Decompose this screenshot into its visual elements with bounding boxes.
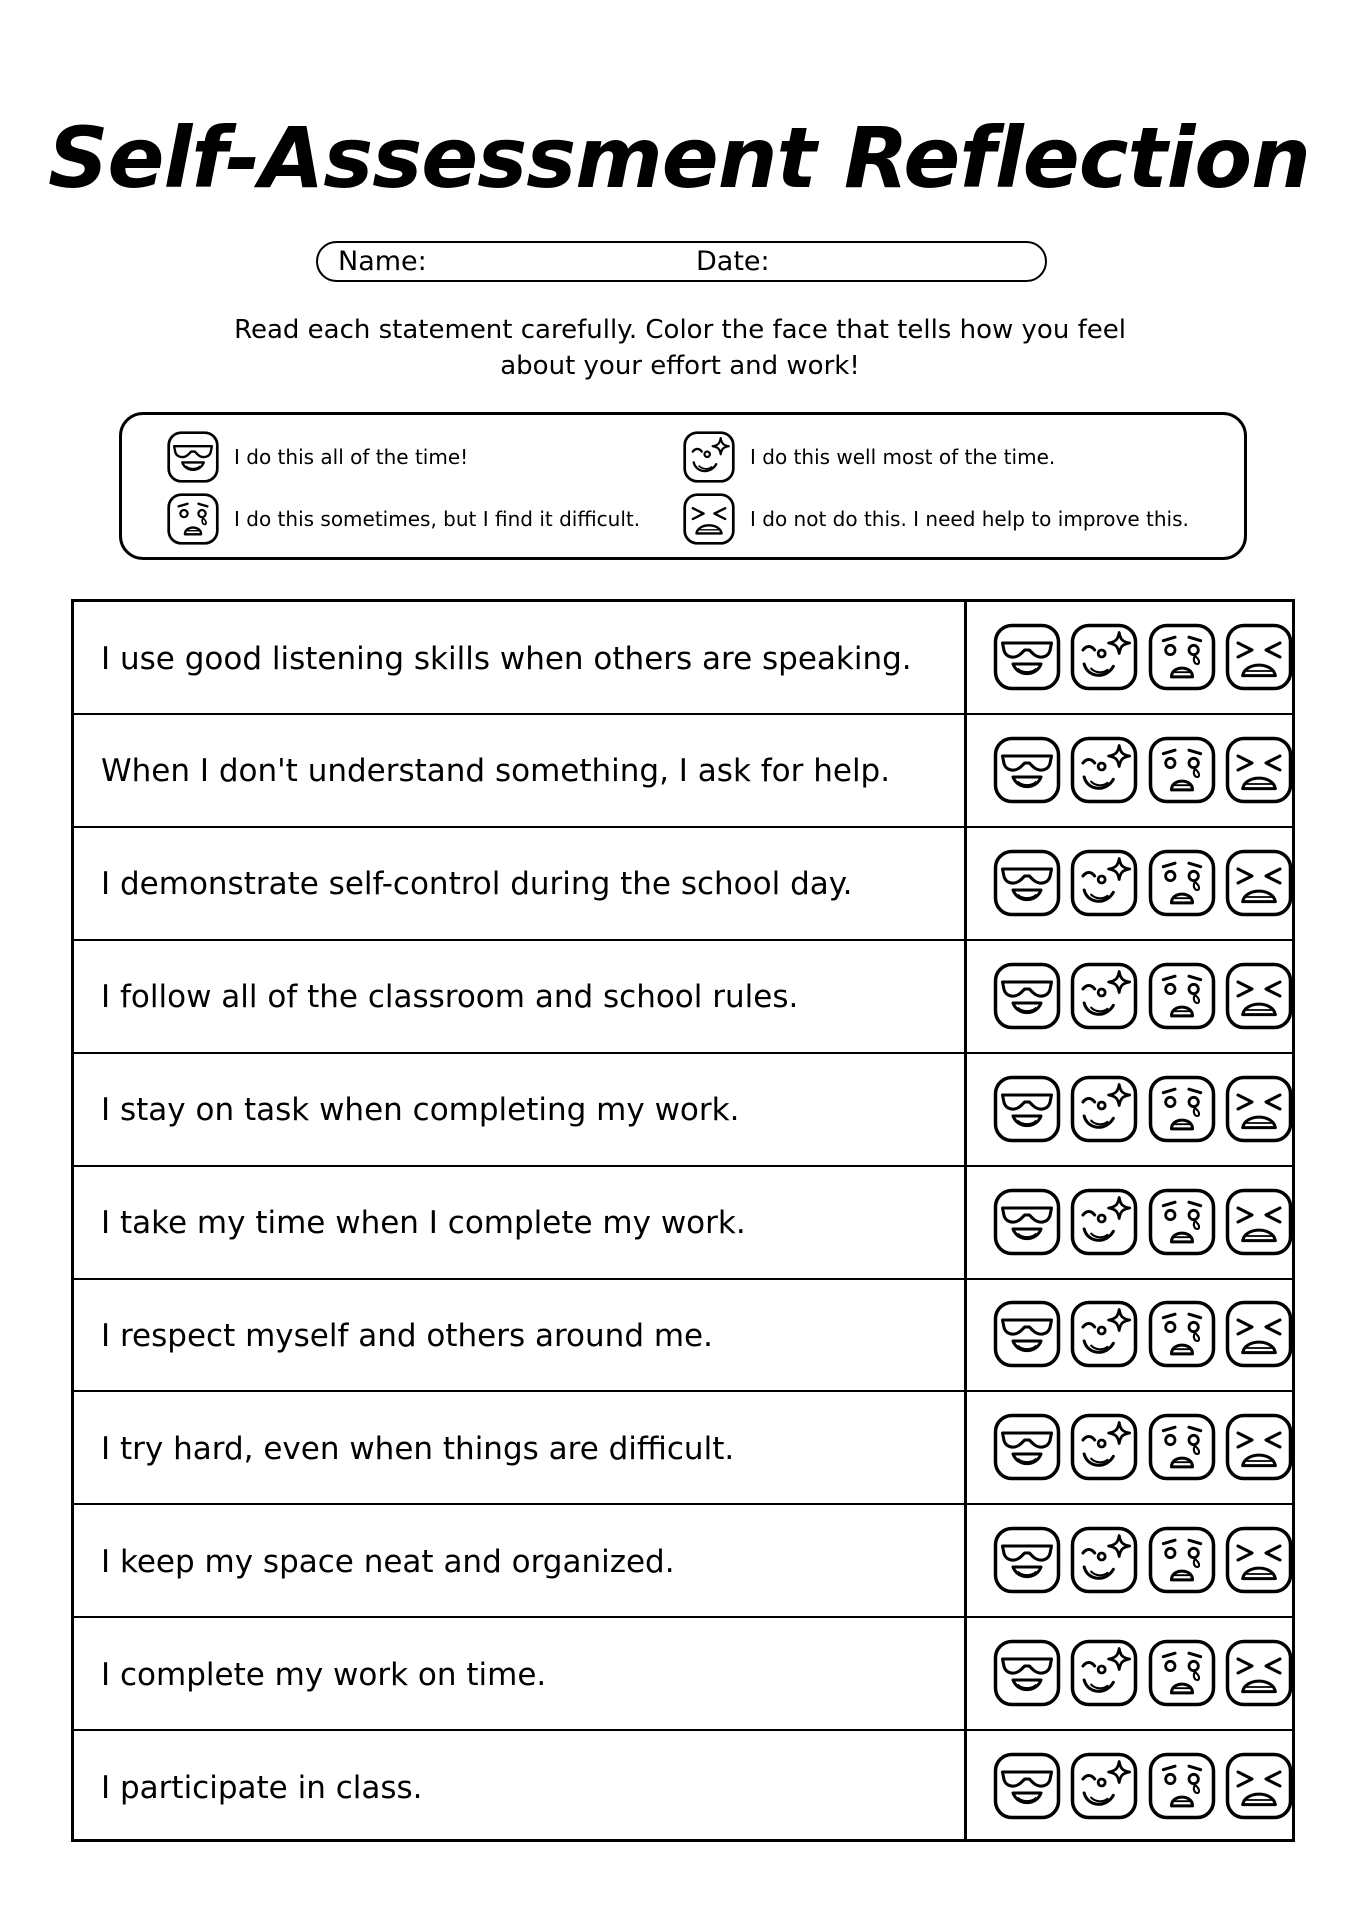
worried-face-icon[interactable] [1147,622,1217,692]
rating-faces [982,1505,1292,1618]
sunglasses-face-icon [166,430,220,484]
sunglasses-face-icon[interactable] [992,1299,1062,1369]
struggling-face-icon[interactable] [1224,1412,1294,1482]
statement-text: I use good listening skills when others are speaking. [101,640,912,677]
legend-text: I do this well most of the time. [750,445,1056,469]
table-row [74,1618,1292,1731]
struggling-face-icon [682,492,736,546]
worried-face-icon[interactable] [1147,1187,1217,1257]
statement-text: I stay on task when completing my work. [101,1092,740,1129]
sunglasses-face-icon[interactable] [992,1638,1062,1708]
rating-faces [982,1618,1292,1731]
struggling-face-icon[interactable] [1224,1751,1294,1821]
worried-face-icon[interactable] [1147,1074,1217,1144]
date-label: Date: [696,246,770,277]
name-label: Name: [338,246,427,277]
table-row [74,828,1292,941]
sunglasses-face-icon[interactable] [992,1751,1062,1821]
statement-text: I try hard, even when things are difficult. [101,1430,735,1467]
rating-faces [982,1279,1292,1392]
rating-faces [982,1167,1292,1280]
winking-sparkle-face-icon[interactable] [1069,1751,1139,1821]
legend-text: I do this all of the time! [234,445,469,469]
sunglasses-face-icon[interactable] [992,735,1062,805]
rating-faces [982,828,1292,941]
winking-sparkle-face-icon [682,430,736,484]
rating-faces [982,1054,1292,1167]
winking-sparkle-face-icon[interactable] [1069,622,1139,692]
statement-text: When I don't understand something, I ask for help. [101,753,891,790]
sunglasses-face-icon[interactable] [992,1187,1062,1257]
winking-sparkle-face-icon[interactable] [1069,1299,1139,1369]
table-row [74,1505,1292,1618]
struggling-face-icon[interactable] [1224,735,1294,805]
struggling-face-icon[interactable] [1224,1299,1294,1369]
sunglasses-face-icon[interactable] [992,848,1062,918]
statement-text: I complete my work on time. [101,1656,547,1693]
table-row [74,1279,1292,1392]
instructions [180,312,1180,384]
statement-text: I keep my space neat and organized. [101,1543,675,1580]
worried-face-icon[interactable] [1147,1751,1217,1821]
table-row [74,1167,1292,1280]
winking-sparkle-face-icon[interactable] [1069,1638,1139,1708]
sunglasses-face-icon[interactable] [992,1525,1062,1595]
statement-text: I follow all of the classroom and school rules. [101,979,799,1016]
sunglasses-face-icon[interactable] [992,1074,1062,1144]
worried-face-icon[interactable] [1147,1412,1217,1482]
worried-face-icon[interactable] [1147,1299,1217,1369]
winking-sparkle-face-icon[interactable] [1069,1074,1139,1144]
worried-face-icon[interactable] [1147,848,1217,918]
table-row [74,941,1292,1054]
worried-face-icon[interactable] [1147,1638,1217,1708]
winking-sparkle-face-icon[interactable] [1069,1525,1139,1595]
struggling-face-icon[interactable] [1224,622,1294,692]
rating-faces [982,1731,1292,1844]
instructions-line-2: about your effort and work! [500,351,860,381]
rating-faces [982,715,1292,828]
instructions-line-1: Read each statement carefully. Color the face that tells how you feel [234,315,1126,345]
legend-item-all-time [166,429,468,485]
worried-face-icon[interactable] [1147,1525,1217,1595]
legend-text: I do not do this. I need help to improve this. [750,507,1189,531]
worried-face-icon[interactable] [1147,735,1217,805]
winking-sparkle-face-icon[interactable] [1069,1187,1139,1257]
rating-faces [982,941,1292,1054]
rating-faces [982,1392,1292,1505]
struggling-face-icon[interactable] [1224,1638,1294,1708]
struggling-face-icon[interactable] [1224,1187,1294,1257]
table-row [74,1392,1292,1505]
worried-face-icon [166,492,220,546]
legend-item-need-help [682,491,1189,547]
legend-item-most-time [682,429,1055,485]
winking-sparkle-face-icon[interactable] [1069,735,1139,805]
winking-sparkle-face-icon[interactable] [1069,1412,1139,1482]
sunglasses-face-icon[interactable] [992,1412,1062,1482]
name-date-field[interactable] [316,241,1047,282]
struggling-face-icon[interactable] [1224,848,1294,918]
table-row [74,1054,1292,1167]
table-row [74,602,1292,715]
statement-text: I participate in class. [101,1769,423,1806]
worried-face-icon[interactable] [1147,961,1217,1031]
statement-text: I demonstrate self-control during the school day. [101,866,853,903]
struggling-face-icon[interactable] [1224,961,1294,1031]
rating-faces [982,602,1292,715]
assessment-table [71,599,1295,1842]
winking-sparkle-face-icon[interactable] [1069,848,1139,918]
table-row [74,1731,1292,1844]
statement-text: I respect myself and others around me. [101,1317,713,1354]
table-row [74,715,1292,828]
winking-sparkle-face-icon[interactable] [1069,961,1139,1031]
legend-text: I do this sometimes, but I find it difficult. [234,507,641,531]
struggling-face-icon[interactable] [1224,1525,1294,1595]
sunglasses-face-icon[interactable] [992,622,1062,692]
page-title: Self-Assessment Reflection [48,109,1310,207]
statement-text: I take my time when I complete my work. [101,1205,746,1241]
sunglasses-face-icon[interactable] [992,961,1062,1031]
struggling-face-icon[interactable] [1224,1074,1294,1144]
legend-item-sometimes [166,491,640,547]
legend-box [119,412,1247,560]
